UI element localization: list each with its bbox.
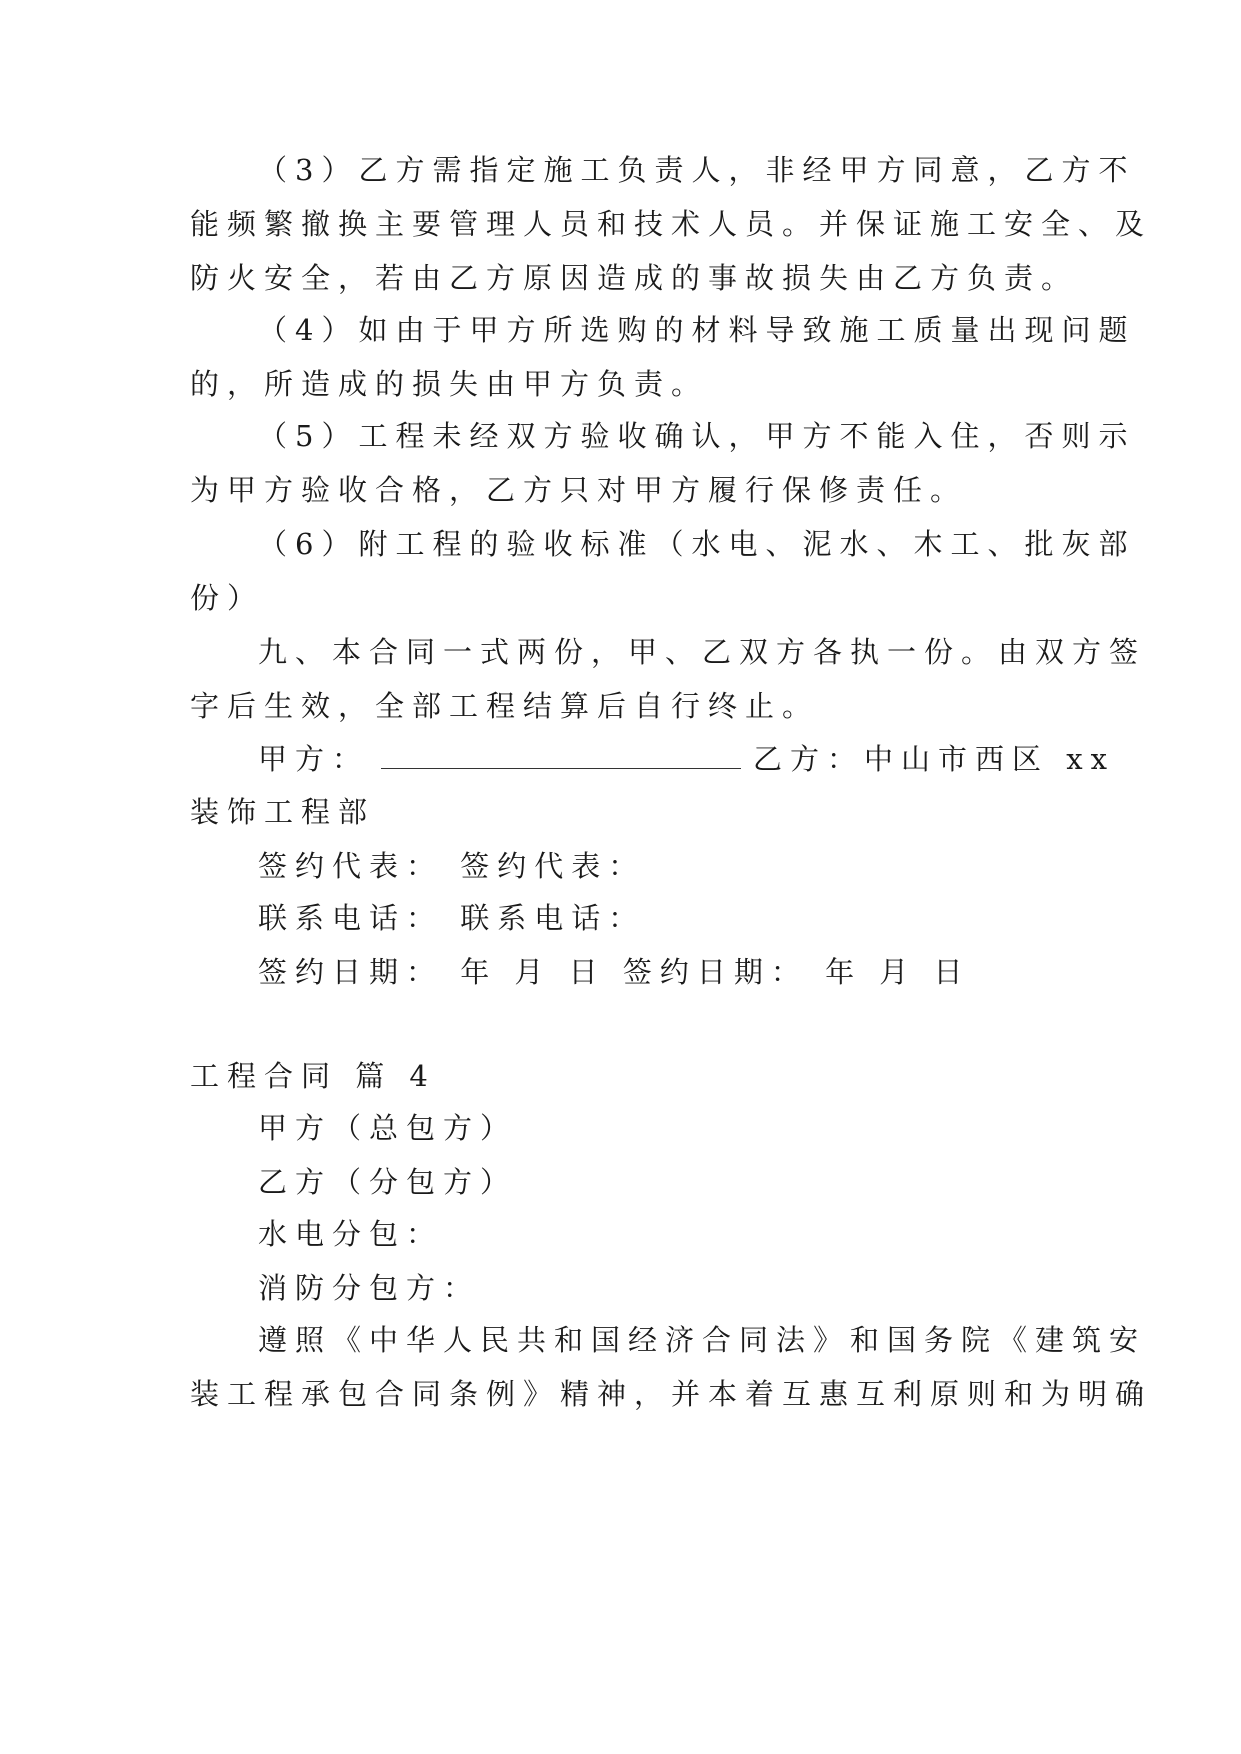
section-title: 工程合同 篇 4 xyxy=(190,1059,436,1093)
preamble-line-1: 遵照《中华人民共和国经济合同法》和国务院《建筑安 xyxy=(258,1323,1147,1357)
clause-9-line-2: 字后生效，全部工程结算后自行终止。 xyxy=(190,689,820,723)
clause-5-line-1: （5）工程未经双方验收确认，甲方不能入住，否则示 xyxy=(258,419,1136,453)
clause-3-line-3: 防火安全，若由乙方原因造成的事故损失由乙方负责。 xyxy=(190,261,1079,295)
clause-9-line-1: 九、本合同一式两份，甲、乙双方各执一份。由双方签 xyxy=(258,635,1147,669)
party-a-general: 甲方（总包方） xyxy=(258,1111,518,1145)
party-b-label: 乙方：中山市西区 xx xyxy=(753,742,1115,776)
phone-line: 联系电话： 联系电话： xyxy=(258,901,646,935)
fire-sub: 消防分包方： xyxy=(258,1271,481,1305)
signature-party-line xyxy=(258,738,1115,779)
party-a-blank xyxy=(381,738,741,769)
clause-5-line-2: 为甲方验收合格，乙方只对甲方履行保修责任。 xyxy=(190,473,968,507)
representative-line: 签约代表： 签约代表： xyxy=(258,849,646,883)
date-line: 签约日期： 年 月 日 签约日期： 年 月 日 xyxy=(258,955,971,989)
clause-4-line-1: （4）如由于甲方所选购的材料导致施工质量出现问题 xyxy=(258,313,1136,347)
water-electric-sub: 水电分包： xyxy=(258,1217,444,1251)
preamble-line-2: 装工程承包合同条例》精神，并本着互惠互利原则和为明确 xyxy=(190,1377,1153,1411)
clause-6-line-1: （6）附工程的验收标准（水电、泥水、木工、批灰部 xyxy=(258,527,1136,561)
clause-4-line-2: 的，所造成的损失由甲方负责。 xyxy=(190,367,709,401)
clause-3-line-2: 能频繁撤换主要管理人员和技术人员。并保证施工安全、及 xyxy=(190,207,1153,241)
party-b-sub: 乙方（分包方） xyxy=(258,1165,518,1199)
party-b-name-cont: 装饰工程部 xyxy=(190,795,376,829)
clause-3-line-1: （3）乙方需指定施工负责人，非经甲方同意，乙方不 xyxy=(258,153,1136,187)
clause-6-line-2: 份） xyxy=(190,581,265,615)
party-a-label: 甲方： xyxy=(258,742,370,776)
